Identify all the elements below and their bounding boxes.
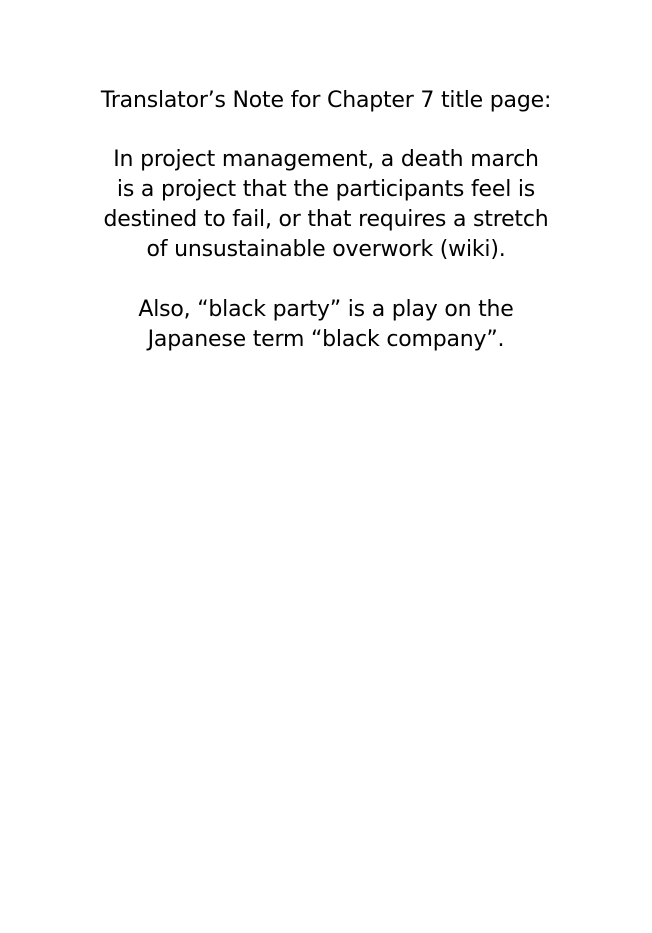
heading-text: Translator’s Note for Chapter 7 title page: bbox=[100, 88, 552, 113]
paragraph-line: Japanese term “black company”. bbox=[147, 327, 505, 352]
note-heading bbox=[40, 86, 612, 116]
note-paragraph-death-march bbox=[40, 145, 612, 265]
paragraph-line: Also, “black party” is a play on the bbox=[138, 297, 514, 322]
paragraph-line: In project management, a death march bbox=[113, 147, 539, 172]
paragraph-line: of unsustainable overwork (wiki). bbox=[146, 237, 506, 262]
paragraph-line: is a project that the participants feel is bbox=[116, 177, 536, 202]
note-paragraph-black-party bbox=[40, 295, 612, 355]
paragraph-line: destined to fail, or that requires a stretch bbox=[103, 207, 549, 232]
